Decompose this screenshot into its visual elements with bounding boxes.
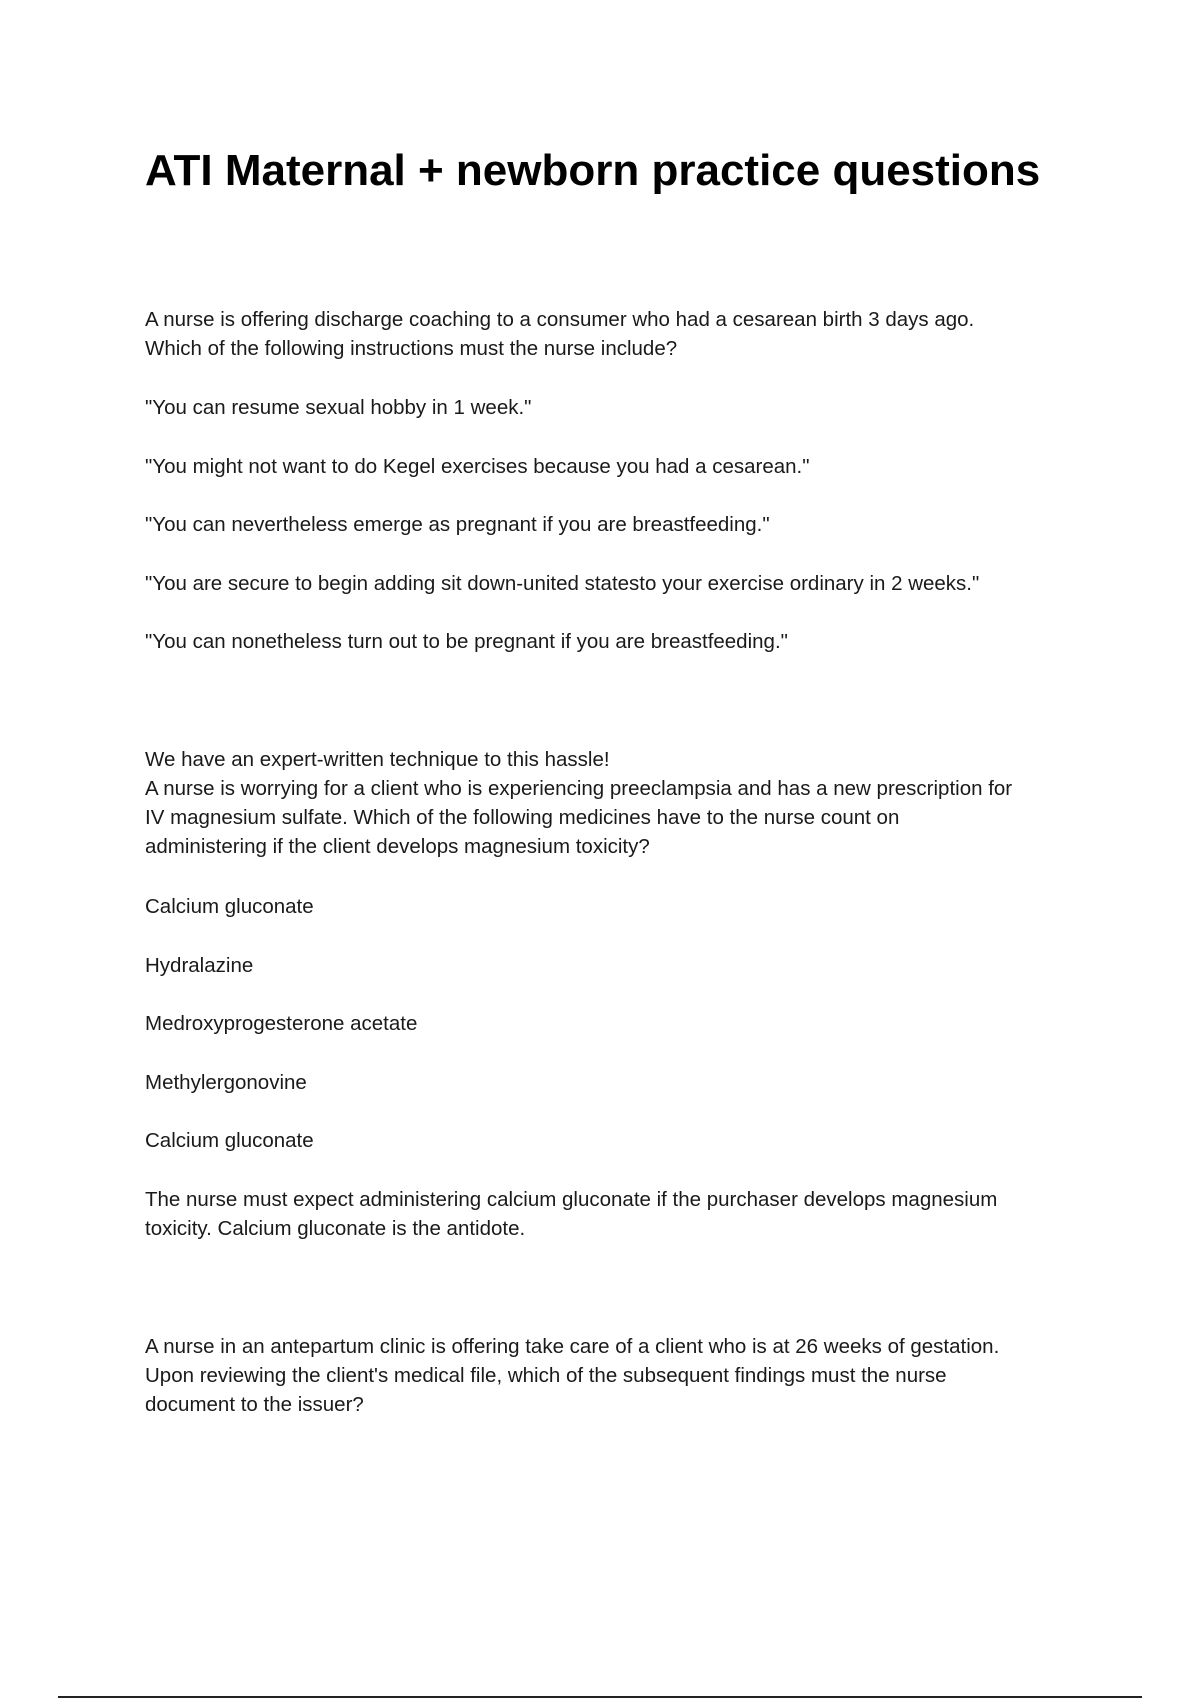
page-title: ATI Maternal + newborn practice questions xyxy=(145,146,1041,195)
question-2-option-1: Calcium gluconate xyxy=(145,895,314,918)
question-2-option-3: Medroxyprogesterone acetate xyxy=(145,1012,418,1035)
question-2-option-4: Methylergonovine xyxy=(145,1071,307,1094)
question-2-rationale: The nurse must expect administering calcium gluconate if the purchaser develops magnesium toxicity. Calcium gluconate is the antidote. xyxy=(145,1188,998,1240)
question-3-stem-line: Upon reviewing the client's medical file, which of the subsequent findings must the nurse xyxy=(145,1364,947,1387)
question-3-stem-line: document to the issuer? xyxy=(145,1393,364,1416)
question-1-stem-line: Which of the following instructions must the nurse include? xyxy=(145,337,678,360)
question-1-stem-line: A nurse is offering discharge coaching to a consumer who had a cesarean birth 3 days ago. xyxy=(145,308,975,331)
question-1-option-2: "You might not want to do Kegel exercises because you had a cesarean." xyxy=(145,455,810,478)
footer-divider xyxy=(58,1696,1142,1698)
question-1-answer: "You can nonetheless turn out to be pregnant if you are breastfeeding." xyxy=(145,630,788,653)
question-1-option-3: "You can nevertheless emerge as pregnant if you are breastfeeding." xyxy=(145,513,770,536)
question-3-stem xyxy=(145,1332,1095,1419)
question-2-stem-line: administering if the client develops magnesium toxicity? xyxy=(145,835,650,858)
question-2-answer: Calcium gluconate xyxy=(145,1129,314,1152)
question-2-stem-line: IV magnesium sulfate. Which of the following medicines have to the nurse count on xyxy=(145,806,900,829)
question-2-stem xyxy=(145,745,1095,861)
question-1-option-4: "You are secure to begin adding sit down-united statesto your exercise ordinary in 2 weeks." xyxy=(145,572,980,595)
question-1-option-1: "You can resume sexual hobby in 1 week." xyxy=(145,396,532,419)
question-2-stem-line: A nurse is worrying for a client who is experiencing preeclampsia and has a new prescription for xyxy=(145,777,1013,800)
question-2-intro: We have an expert-written technique to this hassle! xyxy=(145,748,610,771)
question-3-stem-line: A nurse in an antepartum clinic is offering take care of a client who is at 26 weeks of gestation. xyxy=(145,1335,1000,1358)
question-1-stem xyxy=(145,305,1095,363)
question-2-option-2: Hydralazine xyxy=(145,954,254,977)
